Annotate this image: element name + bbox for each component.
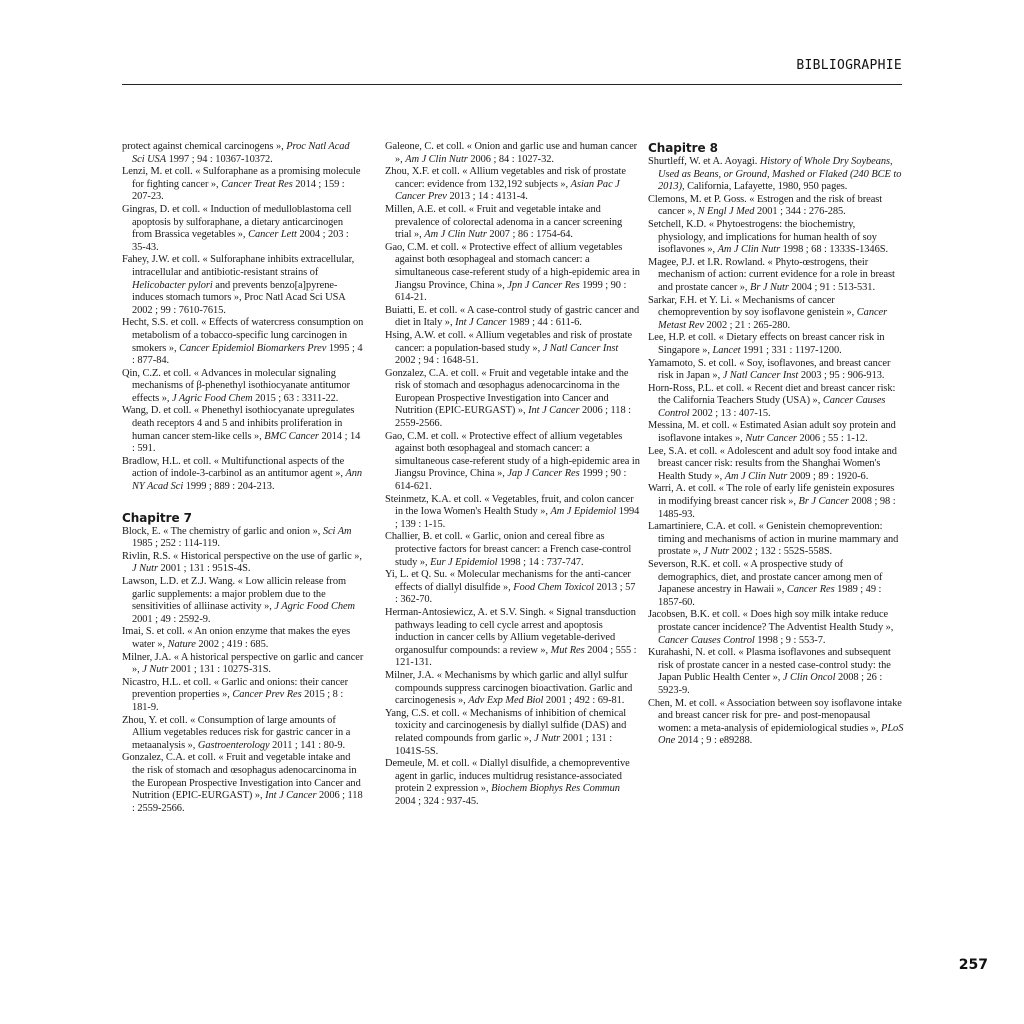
reference-author: Zhou, Y. et coll. bbox=[122, 714, 188, 726]
reference-source: Asian Pac J Cancer Prev bbox=[395, 178, 620, 203]
reference-title: « Protective effect of allium vegetables against both œsophageal and stomach cancer: a simultaneous case-referent study of a high-epidemic area in Jiangsu Province, China », bbox=[395, 430, 640, 480]
reference-source: Biochem Biophys Res Commun bbox=[491, 783, 620, 795]
reference-source: Adv Exp Med Biol bbox=[468, 695, 544, 707]
reference-author: Chen, M. et coll. bbox=[648, 697, 717, 709]
reference-source: J Agric Food Chem bbox=[171, 392, 253, 404]
reference-title: « Dietary effects on breast cancer risk in Singapore », bbox=[658, 332, 885, 356]
reference-title: « Garlic, onion and cereal fibre as protective factors for breast cancer: a French case-control study », bbox=[395, 531, 632, 568]
reference-author: Severson, R.K. et coll. bbox=[648, 559, 741, 570]
reference-details: 1985 ; 252 : 114-119. bbox=[132, 538, 220, 550]
reference-details: 2011 ; 141 : 80-9. bbox=[272, 739, 346, 751]
reference-title: « Induction of medulloblastoma cell apoptosis by sulforaphane, a dietary anticarcinogen from Brassica vegetables », bbox=[132, 203, 352, 241]
reference-details: 1994 ; 139 : 1-15. bbox=[395, 506, 640, 530]
reference-title: « Plasma isoflavones and subsequent risk of prostate cancer in a nested case-control study: the Japan Public Health Center », bbox=[658, 647, 891, 684]
reference-entry bbox=[648, 295, 904, 333]
reference-details: 2015 ; 63 : 3311-22. bbox=[255, 392, 339, 404]
reference-author: Lamartiniere, C.A. et coll. bbox=[648, 521, 757, 533]
reference-author: Shurtleff, W. et A. Aoyagi. bbox=[648, 156, 758, 167]
reference-author: Millen, A.E. et coll. bbox=[385, 203, 467, 215]
reference-entry bbox=[122, 254, 364, 317]
bibliography-column-2 bbox=[385, 141, 640, 808]
reference-source: Cancer Causes Control bbox=[658, 395, 886, 419]
reference-entry bbox=[122, 141, 364, 166]
reference-entry bbox=[122, 405, 364, 455]
reference-source: Am J Clin Nutr bbox=[717, 244, 781, 256]
reference-details: 2001 ; 131 : 1027S-31S. bbox=[170, 664, 271, 676]
reference-details: 1997 ; 94 : 10367-10372. bbox=[168, 153, 273, 165]
reference-entry bbox=[648, 647, 904, 697]
reference-author: Lee, S.A. et coll. bbox=[648, 445, 718, 457]
reference-details: 2008 ; 98 : 1485-93. bbox=[658, 496, 896, 520]
reference-title: « A case-control study of gastric cancer and diet in Italy », bbox=[395, 304, 640, 329]
reference-entry bbox=[122, 456, 364, 494]
reference-entry bbox=[385, 758, 640, 808]
reference-author: Zhou, X.F. et coll. bbox=[385, 166, 460, 178]
reference-details: 2006 ; 55 : 1-12. bbox=[799, 433, 868, 445]
header-title: BIBLIOGRAPHIE bbox=[796, 58, 902, 73]
reference-author: Block, E. bbox=[122, 525, 161, 537]
reference-details: 2001 ; 49 : 2592-9. bbox=[132, 613, 211, 625]
reference-entry bbox=[648, 559, 904, 609]
reference-author: Yi, L. et Q. Su. bbox=[385, 569, 448, 581]
reference-author: Milner, J.A. bbox=[385, 669, 435, 681]
reference-details: 2004 ; 555 : 121-131. bbox=[395, 644, 637, 669]
reference-details: 2002 ; 13 : 407-15. bbox=[692, 407, 771, 419]
reference-details: 1999 ; 90 : 614-21. bbox=[395, 279, 627, 304]
reference-title: « Protective effect of allium vegetables against both œsophageal and stomach cancer: a simultaneous case-referent study of a high-epidemic area in Jiangsu Province, China », bbox=[395, 241, 640, 291]
reference-entry bbox=[122, 551, 364, 576]
reference-entry bbox=[122, 526, 364, 551]
reference-author: Yang, C.S. et coll. bbox=[385, 707, 460, 719]
reference-details: 2002 ; 419 : 685. bbox=[198, 638, 269, 650]
reference-source: Sci Am bbox=[322, 525, 352, 537]
reference-entry bbox=[648, 483, 904, 521]
reference-title: « Consumption of large amounts of Allium vegetables reduces risk for gastric cancer in a metaanalysis », bbox=[132, 714, 351, 751]
reference-source: J Agric Food Chem bbox=[274, 601, 355, 613]
reference-entry bbox=[122, 204, 364, 254]
reference-details: 2001 ; 344 : 276-285. bbox=[757, 206, 846, 218]
reference-source: Am J Clin Nutr bbox=[724, 470, 788, 482]
reference-title: « Estrogen and the risk of breast cancer », bbox=[658, 193, 883, 218]
reference-source: J Natl Cancer Inst bbox=[542, 342, 619, 354]
reference-author: Milner, J.A. bbox=[122, 651, 172, 663]
reference-source: Helicobacter pylori bbox=[132, 279, 213, 291]
reference-title: « Mechanisms of cancer chemoprevention by soy isoflavone genistein », bbox=[658, 294, 855, 319]
reference-author: Warri, A. et coll. bbox=[648, 483, 717, 495]
reference-entry bbox=[385, 242, 640, 305]
reference-details: 2002 ; 94 : 1648-51. bbox=[395, 355, 479, 367]
reference-author: Sarkar, F.H. et Y. Li. bbox=[648, 294, 732, 306]
reference-author: Gao, C.M. et coll. bbox=[385, 241, 459, 253]
reference-entry bbox=[648, 358, 904, 383]
reference-source: Cancer Res bbox=[786, 584, 835, 596]
chapter-heading: Chapitre 7 bbox=[122, 510, 192, 525]
reference-title: « Allium vegetables and risk of prostate cancer: a population-based study », bbox=[395, 329, 633, 354]
reference-source: Nature bbox=[167, 638, 196, 650]
reference-entry bbox=[385, 368, 640, 431]
page-number: 257 bbox=[958, 957, 988, 973]
reference-source: J Clin Oncol bbox=[782, 672, 836, 684]
reference-author: Qin, C.Z. et coll. bbox=[122, 367, 192, 379]
reference-author: Imai, S. et coll. bbox=[122, 626, 185, 638]
reference-author: Lee, H.P. et coll. bbox=[648, 332, 717, 344]
reference-source: J Nutr bbox=[132, 563, 158, 575]
reference-entry bbox=[122, 368, 364, 406]
bibliography-column-1 bbox=[122, 141, 364, 815]
reference-author: Galeone, C. et coll. bbox=[385, 141, 465, 152]
reference-author: Gingras, D. et coll. bbox=[122, 203, 201, 215]
reference-details: 1989 ; 44 : 611-6. bbox=[508, 317, 582, 329]
reference-title: « Onion and garlic use and human cancer », bbox=[395, 141, 638, 165]
reference-source: Jap J Cancer Res bbox=[507, 468, 580, 480]
reference-details: and prevents benzo[a]pyrene-induces stomach tumors », Proc Natl Acad Sci USA 2002 ; 99 : 7610-7615. bbox=[132, 279, 346, 316]
reference-author: Messina, M. et coll. bbox=[648, 420, 730, 432]
reference-title: « Low allicin release from garlic supplements: a major problem due to the sensitivities of alliinase activity », bbox=[132, 576, 347, 613]
reference-title: « Fruit and vegetable intake and the risk of stomach and œsophagus adenocarcinoma in the European Prospective Investigation into Cancer and Nutrition (EPIC-EURGAST) », bbox=[132, 752, 361, 802]
reference-title: « A historical perspective on garlic and cancer », bbox=[132, 651, 364, 676]
reference-list bbox=[385, 141, 640, 808]
reference-title: « Sulforaphane as a promising molecule for fighting cancer », bbox=[132, 166, 361, 190]
reference-title: « Association between soy isoflavone intake and breast cancer risk for pre- and post-menopausal women: a meta-analysis of epidemiological studies », bbox=[658, 697, 902, 734]
reference-source: Br J Nutr bbox=[750, 281, 789, 293]
reference-details: 1998 ; 14 : 737-747. bbox=[500, 556, 584, 568]
reference-source: Cancer Metast Rev bbox=[658, 307, 888, 331]
reference-author: Bradlow, H.L. et coll. bbox=[122, 455, 212, 467]
reference-source: Int J Cancer bbox=[528, 405, 580, 417]
reference-details: 1995 ; 4 : 877-84. bbox=[132, 342, 363, 367]
reference-source: Am J Epidemiol bbox=[550, 506, 617, 518]
reference-details: 2001 ; 492 : 69-81. bbox=[545, 695, 625, 707]
reference-source: J Nutr bbox=[703, 546, 730, 558]
reference-source: BMC Cancer bbox=[264, 430, 319, 442]
reference-details: 1999 ; 90 : 614-621. bbox=[395, 468, 627, 493]
reference-entry bbox=[648, 219, 904, 257]
reference-details: 1989 ; 49 : 1857-60. bbox=[658, 584, 882, 608]
reference-title: « Advances in molecular signaling mechanisms of β-phenethyl isothiocyanate antitumor effects », bbox=[132, 367, 351, 404]
reference-author: Lawson, L.D. et Z.J. Wang. bbox=[122, 576, 236, 587]
reference-title: « Effects of watercress consumption on metabolism of a tobacco-specific lung carcinogen in smokers », bbox=[132, 317, 364, 354]
bibliography-column-3 bbox=[648, 141, 904, 748]
reference-author: Rivlin, R.S. bbox=[122, 550, 171, 562]
reference-details: 1999 ; 889 : 204-213. bbox=[185, 481, 275, 493]
reference-title: « Garlic and onions: their cancer prevention properties », bbox=[132, 676, 348, 701]
reference-entry bbox=[122, 317, 364, 367]
reference-entry bbox=[648, 257, 904, 295]
reference-source: Food Chem Toxicol bbox=[513, 581, 594, 593]
reference-details: California, Lafayette, 1980, 950 pages. bbox=[687, 181, 848, 193]
reference-title: « Recent diet and breast cancer risk: the California Teachers Study (USA) », bbox=[658, 382, 896, 407]
reference-details: 2001 ; 131 : 951S-4S. bbox=[160, 563, 251, 575]
reference-list bbox=[122, 141, 364, 494]
reference-source: N Engl J Med bbox=[697, 206, 755, 218]
reference-source: Ann NY Acad Sci bbox=[132, 468, 363, 493]
reference-list bbox=[648, 156, 904, 748]
reference-author: Nicastro, H.L. et coll. bbox=[122, 676, 212, 688]
reference-source: Nutr Cancer bbox=[745, 433, 797, 445]
reference-title: « Multifunctional aspects of the action of indole-3-carbinol as an antitumor agent », bbox=[132, 455, 345, 480]
reference-details: 2007 ; 86 : 1754-64. bbox=[489, 229, 573, 241]
reference-title: « Sulforaphane inhibits extracellular, intracellular and antibiotic-resistant strains of bbox=[132, 254, 355, 278]
reference-details: 2014 ; 9 : e89288. bbox=[677, 735, 753, 747]
reference-author: Clemons, M. et P. Goss. bbox=[648, 193, 747, 205]
reference-details: 2004 ; 91 : 513-531. bbox=[791, 281, 875, 293]
reference-author: Kurahashi, N. et coll. bbox=[648, 647, 736, 659]
reference-title: « An onion enzyme that makes the eyes water », bbox=[132, 626, 351, 650]
reference-title: « Molecular mechanisms for the anti-cancer effects of diallyl disulfide », bbox=[395, 569, 631, 593]
reference-source: Am J Clin Nutr bbox=[405, 153, 468, 165]
reference-title: « Fruit and vegetable intake and prevalence of colorectal adenoma in a cancer screening trial », bbox=[395, 203, 623, 241]
reference-details: 2006 ; 118 : 2559-2566. bbox=[132, 790, 363, 814]
reference-details: 2003 ; 95 : 906-913. bbox=[800, 370, 885, 382]
reference-details: 2008 ; 26 : 5923-9. bbox=[658, 672, 883, 696]
reference-details: 2002 ; 21 : 265-280. bbox=[706, 319, 791, 331]
reference-source: Cancer Prev Res bbox=[232, 689, 302, 701]
reference-entry bbox=[385, 431, 640, 494]
reference-source: Gastroenterology bbox=[197, 739, 270, 751]
reference-details: 2006 ; 118 : 2559-2566. bbox=[395, 405, 631, 430]
reference-title: « The chemistry of garlic and onion », bbox=[163, 525, 321, 537]
reference-entry bbox=[648, 698, 904, 748]
reference-author: Challier, B. et coll. bbox=[385, 531, 463, 543]
reference-entry bbox=[648, 194, 904, 219]
reference-author: Hsing, A.W. et coll. bbox=[385, 329, 466, 341]
reference-author: Setchell, K.D. bbox=[648, 218, 707, 230]
reference-entry bbox=[648, 609, 904, 647]
reference-entry bbox=[122, 752, 364, 815]
reference-author: Yamamoto, S. et coll. bbox=[648, 357, 737, 369]
reference-title: « Mechanisms by which garlic and allyl sulfur compounds suppress carcinogen bioactivation. Garlic and carcinogenesis », bbox=[395, 669, 633, 707]
reference-details: 2006 ; 84 : 1027-32. bbox=[470, 153, 554, 165]
reference-source: Mut Res bbox=[550, 644, 585, 656]
reference-title: « Phenethyl isothiocyanate upregulates death receptors 4 and 5 and inhibits proliferation in human cancer stem-like cells », bbox=[132, 405, 355, 442]
reference-entry bbox=[385, 670, 640, 708]
reference-source: Jpn J Cancer Res bbox=[507, 279, 580, 291]
reference-source: J Nutr bbox=[534, 732, 561, 744]
reference-entry bbox=[385, 607, 640, 670]
reference-entry bbox=[648, 420, 904, 445]
reference-details: 2015 ; 8 : 181-9. bbox=[132, 689, 344, 713]
reference-details: 2013 ; 57 : 362-70. bbox=[395, 581, 636, 606]
reference-details: 2004 ; 203 : 35-43. bbox=[132, 229, 349, 253]
reference-source: Cancer Treat Res bbox=[221, 178, 293, 190]
reference-title: « Vegetables, fruit, and colon cancer in the Iowa Women's Health Study », bbox=[395, 493, 634, 518]
reference-title: « Estimated Asian adult soy protein and isoflavone intakes », bbox=[658, 420, 896, 445]
reference-title: « A prospective study of demographics, diet, and prostate cancer among men of Japanese ancestry in Hawaii », bbox=[658, 559, 883, 596]
reference-entry bbox=[385, 330, 640, 368]
reference-author: Gonzalez, C.A. et coll. bbox=[385, 367, 479, 379]
reference-entry bbox=[385, 204, 640, 242]
reference-source: J Nutr bbox=[142, 664, 169, 676]
reference-entry bbox=[385, 305, 640, 330]
reference-source: PLoS One bbox=[658, 722, 904, 747]
reference-entry bbox=[648, 521, 904, 559]
reference-source: Am J Clin Nutr bbox=[424, 229, 487, 241]
reference-entry bbox=[385, 569, 640, 607]
reference-author: Wang, D. et coll. bbox=[122, 405, 192, 417]
reference-details: 2001 ; 131 : 1041S-5S. bbox=[395, 732, 613, 757]
reference-title: « Historical perspective on the use of garlic », bbox=[173, 550, 362, 562]
reference-source: Cancer Lett bbox=[248, 229, 297, 241]
reference-source: Lancet bbox=[712, 344, 741, 356]
reference-entry bbox=[122, 576, 364, 626]
reference-source: Proc Natl Acad Sci USA bbox=[132, 141, 350, 165]
reference-entry bbox=[385, 141, 640, 166]
reference-entry bbox=[648, 383, 904, 421]
reference-entry bbox=[122, 715, 364, 753]
reference-source: J Natl Cancer Inst bbox=[722, 370, 799, 382]
reference-entry bbox=[648, 446, 904, 484]
reference-entry bbox=[122, 677, 364, 715]
reference-details: 2014 ; 14 : 591. bbox=[132, 430, 361, 455]
reference-author: Steinmetz, K.A. et coll. bbox=[385, 493, 482, 505]
reference-title: « Does high soy milk intake reduce prostate cancer incidence? The Adventist Health Study », bbox=[658, 609, 894, 633]
reference-author: Hecht, S.S. et coll. bbox=[122, 317, 199, 329]
reference-title: « Mechanisms of inhibition of chemical toxicity and carcinogenesis by diallyl sulfide (DAS) and related compounds from garlic », bbox=[395, 707, 627, 744]
reference-author: Gao, C.M. et coll. bbox=[385, 430, 459, 442]
reference-title: « Diallyl disulfide, a chemopreventive agent in garlic, induces multidrug resistance-associated protein 2 expression », bbox=[395, 758, 630, 795]
reference-source: Cancer Causes Control bbox=[658, 634, 755, 646]
reference-details: 2009 ; 89 : 1920-6. bbox=[789, 470, 869, 482]
reference-details: 1998 ; 9 : 553-7. bbox=[757, 634, 826, 646]
reference-title: protect against chemical carcinogens », bbox=[122, 141, 284, 152]
reference-title: « Soy, isoflavones, and breast cancer risk in Japan », bbox=[658, 357, 891, 382]
reference-title: « Allium vegetables and risk of prostate cancer: evidence from 132,192 subjects », bbox=[395, 166, 626, 190]
reference-title: « The role of early life genistein exposures in modifying breast cancer risk », bbox=[658, 483, 895, 508]
reference-author: Herman-Antosiewicz, A. et S.V. Singh. bbox=[385, 606, 547, 618]
reference-entry bbox=[122, 166, 364, 204]
reference-title: « Phytoestrogens: the biochemistry, physiology, and implications for human health of soy isoflavones », bbox=[658, 218, 877, 256]
reference-author: Magee, P.J. et I.R. Rowland. bbox=[648, 256, 765, 268]
reference-source: History of Whole Dry Soybeans, Used as Beans, or Ground, Mashed or Flaked (240 BCE to 2013), bbox=[658, 156, 902, 193]
reference-entry bbox=[385, 494, 640, 532]
reference-entry bbox=[122, 652, 364, 677]
reference-details: 2013 ; 14 : 4131-4. bbox=[449, 191, 528, 203]
reference-details: 2004 ; 324 : 937-45. bbox=[395, 795, 479, 807]
reference-entry bbox=[385, 166, 640, 204]
reference-author: Jacobsen, B.K. et coll. bbox=[648, 609, 741, 621]
reference-details: 1998 ; 68 : 1333S-1346S. bbox=[782, 244, 888, 256]
reference-source: Br J Cancer bbox=[798, 496, 849, 508]
reference-author: Gonzalez, C.A. et coll. bbox=[122, 752, 216, 764]
reference-title: « Adolescent and adult soy food intake and breast cancer risk: results from the Shanghai Women's Health Study », bbox=[658, 445, 897, 482]
reference-entry bbox=[648, 156, 904, 194]
reference-author: Lenzi, M. et coll. bbox=[122, 166, 193, 178]
reference-details: 1991 ; 331 : 1197-1200. bbox=[743, 344, 842, 356]
reference-source: Cancer Epidemiol Biomarkers Prev bbox=[179, 342, 327, 354]
reference-details: 2014 ; 159 : 207-23. bbox=[132, 178, 345, 203]
reference-author: Fahey, J.W. et coll. bbox=[122, 254, 200, 266]
reference-entry bbox=[648, 332, 904, 357]
reference-source: Int J Cancer bbox=[455, 317, 507, 329]
reference-list bbox=[122, 526, 364, 816]
reference-author: Buiatti, E. et coll. bbox=[385, 304, 458, 316]
reference-source: Eur J Epidemiol bbox=[430, 556, 498, 568]
reference-source: Int J Cancer bbox=[265, 790, 317, 802]
reference-title: « Genistein chemoprevention: timing and mechanisms of action in murine mammary and prostate », bbox=[658, 521, 899, 558]
reference-entry bbox=[385, 708, 640, 758]
chapter-heading: Chapitre 8 bbox=[648, 141, 718, 155]
reference-entry bbox=[385, 531, 640, 569]
reference-title: « Fruit and vegetable intake and the risk of stomach and œsophagus adenocarcinoma in the European Prospective Investigation into Cancer and Nutrition (EPIC-EURGAST) », bbox=[395, 367, 629, 417]
reference-entry bbox=[122, 626, 364, 651]
reference-title: « Phyto-œstrogens, their mechanism of action: current evidence for a role in breast and prostate cancer », bbox=[658, 256, 895, 293]
running-header bbox=[122, 52, 902, 85]
reference-author: Horn-Ross, P.L. et coll. bbox=[648, 382, 745, 394]
reference-details: 2002 ; 132 : 552S-558S. bbox=[731, 546, 832, 558]
reference-title: « Signal transduction pathways leading to cell cycle arrest and apoptosis induction in cancer cells by Allium vegetable-derived organosulfur compounds: a review », bbox=[395, 606, 636, 656]
reference-author: Demeule, M. et coll. bbox=[385, 758, 470, 770]
